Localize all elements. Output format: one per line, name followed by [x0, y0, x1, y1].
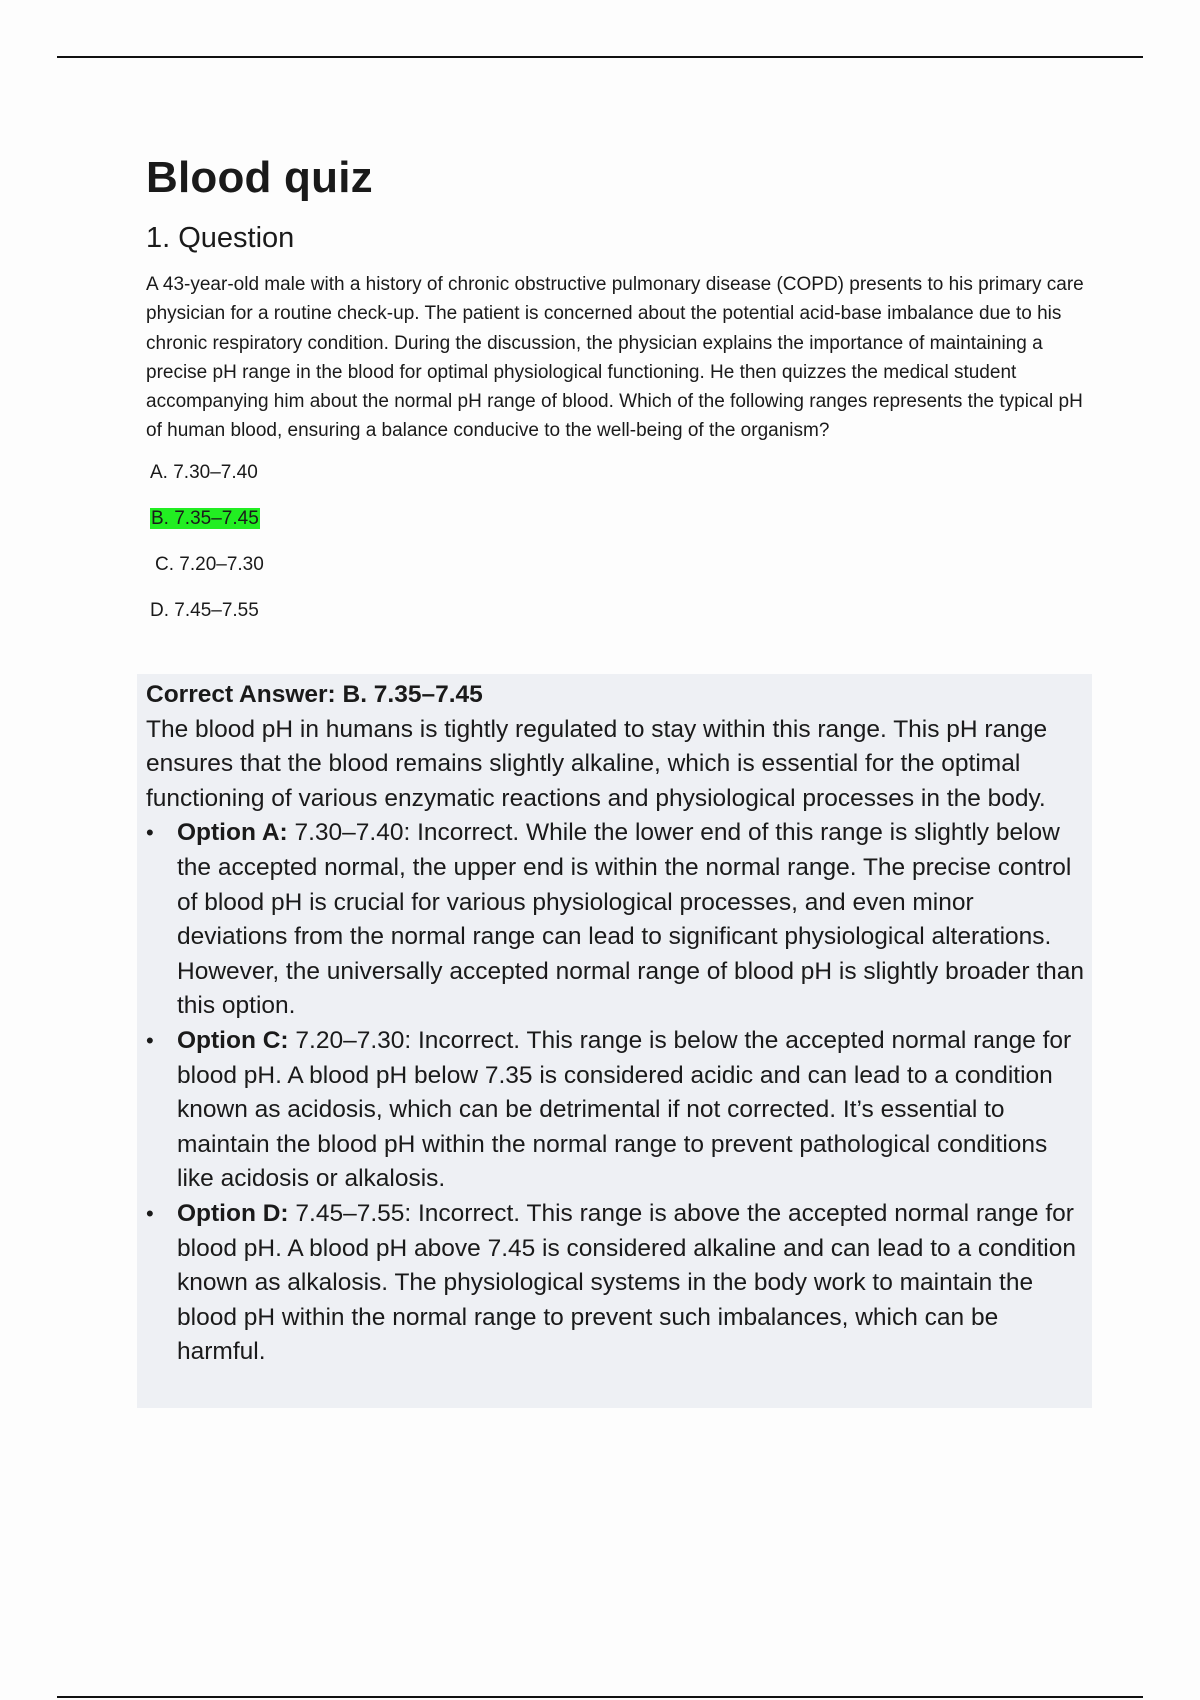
option-a-explanation-label: Option A:	[177, 819, 288, 847]
answer-options	[146, 460, 1094, 644]
option-a-explanation	[146, 816, 1086, 1024]
correct-answer-heading: Correct Answer: B. 7.35–7.45	[146, 681, 483, 708]
page-title: Blood quiz	[146, 153, 373, 202]
answer-explanation-box	[137, 674, 1092, 1408]
option-b-label-highlighted: B. 7.35–7.45	[151, 507, 259, 529]
option-c	[146, 552, 1094, 598]
bullet-icon: •	[146, 820, 154, 846]
option-d	[146, 598, 1094, 644]
bullet-icon: •	[146, 1027, 154, 1053]
option-explanations-list	[146, 816, 1086, 1370]
header-rule	[57, 56, 1143, 58]
option-c-explanation-text: 7.20–7.30: Incorrect. This range is below the accepted normal range for blood pH. A blood pH below 7.35 is considered acidic and can lead to a condition known as acidosis, which can be detrimental if not corrected. It’s essential to maintain the blood pH within the normal range to prevent pathological conditions like acidosis or alkalosis.	[177, 1026, 1072, 1193]
option-b	[146, 506, 1094, 552]
option-c-explanation-label: Option C:	[177, 1026, 289, 1054]
quiz-content	[146, 150, 1094, 644]
footer-rule	[57, 1696, 1143, 1698]
option-d-explanation	[146, 1197, 1086, 1370]
option-a	[146, 460, 1094, 506]
question-number: 1. Question	[146, 222, 295, 254]
option-d-label: D. 7.45–7.55	[150, 599, 259, 621]
option-d-explanation-label: Option D:	[177, 1199, 289, 1227]
question-text: A 43-year-old male with a history of chronic obstructive pulmonary disease (COPD) presents to his primary care physician for a routine check-up. The patient is concerned about the potential acid-base imbalance due to his chronic respiratory condition. During the discussion, the physician explains the importance of maintaining a precise pH range in the blood for optimal physiological functioning. He then quizzes the medical student accompanying him about the normal pH range of blood. Which of the following ranges represents the typical pH of human blood, ensuring a balance conducive to the well-being of the organism?	[146, 274, 1084, 442]
bullet-icon: •	[146, 1200, 154, 1226]
option-a-explanation-text: 7.30–7.40: Incorrect. While the lower end of this range is slightly below the accepted normal, the upper end is within the normal range. The precise control of blood pH is crucial for various physiological processes, and even minor deviations from the normal range can lead to significant physiological alterations. However, the universally accepted normal range of blood pH is slightly broader than this option.	[177, 819, 1085, 1020]
option-c-label: C. 7.20–7.30	[155, 553, 264, 575]
answer-explanation: The blood pH in humans is tightly regulated to stay within this range. This pH range ensures that the blood remains slightly alkaline, which is essential for the optimal functioning of various enzymatic reactions and physiological processes in the body.	[146, 715, 1048, 812]
option-c-explanation	[146, 1024, 1086, 1197]
option-d-explanation-text: 7.45–7.55: Incorrect. This range is above the accepted normal range for blood pH. A blood pH above 7.45 is considered alkaline and can lead to a condition known as alkalosis. The physiological systems in the body work to maintain the blood pH within the normal range to prevent such imbalances, which can be harmful.	[177, 1199, 1076, 1366]
option-a-label: A. 7.30–7.40	[150, 461, 258, 483]
